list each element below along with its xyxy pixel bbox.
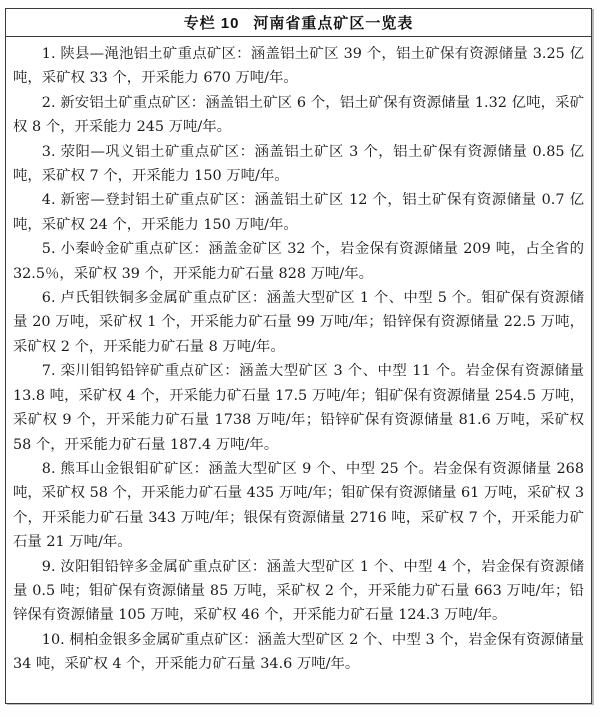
mining-area-entry-7: 7. 栾川钼钨铅锌矿重点矿区：涵盖大型矿区 3 个、中型 11 个。岩金保有资源储量 13.8 吨，采矿权 4 个，开采能力矿石量 17.5 万吨/年；钼矿保有资源储量 254.5 万吨，采矿权 9 个，开采能力矿石量 1738 万吨/年；铅锌矿保有资源储量 81.6 万吨，采矿权 58 个，开采能力矿石量 187.4 万吨/年。 — [13, 363, 584, 453]
panel-title: 河南省重点矿区一览表 — [253, 15, 414, 32]
mining-area-entry-6: 6. 卢氏钼铁铜多金属矿重点矿区：涵盖大型矿区 1 个、中型 5 个。钼矿保有资源储量 20 万吨，采矿权 1 个，开采能力矿石量 99 万吨/年；铅锌保有资源储量 22.5 万吨，采矿权 2 个，开采能力矿石量 8 万吨/年。 — [13, 290, 584, 355]
mining-area-entry-9: 9. 汝阳钼铅锌多金属矿重点矿区：涵盖大型矿区 1 个、中型 4 个，岩金保有资源储量 0.5 吨；钼矿保有资源储量 85 万吨，采矿权 2 个，开采能力矿石量 663 万吨/年；铅锌保有资源储量 105 万吨，采矿权 46 个，开采能力矿石量 124.3 万吨/年。 — [13, 558, 584, 624]
panel-body — [6, 37, 591, 681]
panel-number-label: 专栏 10 — [183, 15, 240, 32]
key-mining-areas-panel — [5, 8, 592, 704]
mining-area-entry-3: 3. 荥阳—巩义铝土矿重点矿区：涵盖铝土矿区 3 个，铝土矿保有资源储量 0.85 亿吨，采矿权 7 个，开采能力 150 万吨/年。 — [13, 143, 584, 185]
mining-area-entry-5: 5. 小秦岭金矿重点矿区：涵盖金矿区 32 个，岩金保有资源储量 209 吨，占全省的 32.5％，采矿权 39 个，开采能力矿石量 828 万吨/年。 — [13, 241, 584, 282]
mining-area-entry-8: 8. 熊耳山金银钼矿矿区：涵盖大型矿区 9 个、中型 25 个。岩金保有资源储量 268 吨，采矿权 58 个，开采能力矿石量 435 万吨/年；钼矿保有资源储量 61 万吨，采矿权 3 个，开采能力矿石量 343 万吨/年；银保有资源储量 2716 吨，采矿权 7 个，开采能力矿石量 21 万吨/年。 — [13, 460, 584, 551]
mining-area-entry-1: 1. 陕县—渑池铝土矿重点矿区：涵盖铝土矿区 39 个，铝土矿保有资源储量 3.25 亿吨，采矿权 33 个，开采能力 670 万吨/年。 — [13, 46, 584, 87]
panel-header — [6, 9, 591, 37]
mining-area-entry-10: 10. 桐柏金银多金属矿重点矿区：涵盖大型矿区 2 个、中型 3 个，岩金保有资源储量 34 吨，采矿权 4 个，开采能力矿石量 34.6 万吨/年。 — [13, 631, 584, 673]
mining-area-entry-2: 2. 新安铝土矿重点矿区：涵盖铝土矿区 6 个，铝土矿保有资源储量 1.32 亿吨，采矿权 8 个，开采能力 245 万吨/年。 — [13, 94, 584, 136]
mining-area-entry-4: 4. 新密—登封铝土矿重点矿区：涵盖铝土矿区 12 个，铝土矿保有资源储量 0.7 亿吨，采矿权 24 个，开采能力 150 万吨/年。 — [13, 192, 584, 233]
